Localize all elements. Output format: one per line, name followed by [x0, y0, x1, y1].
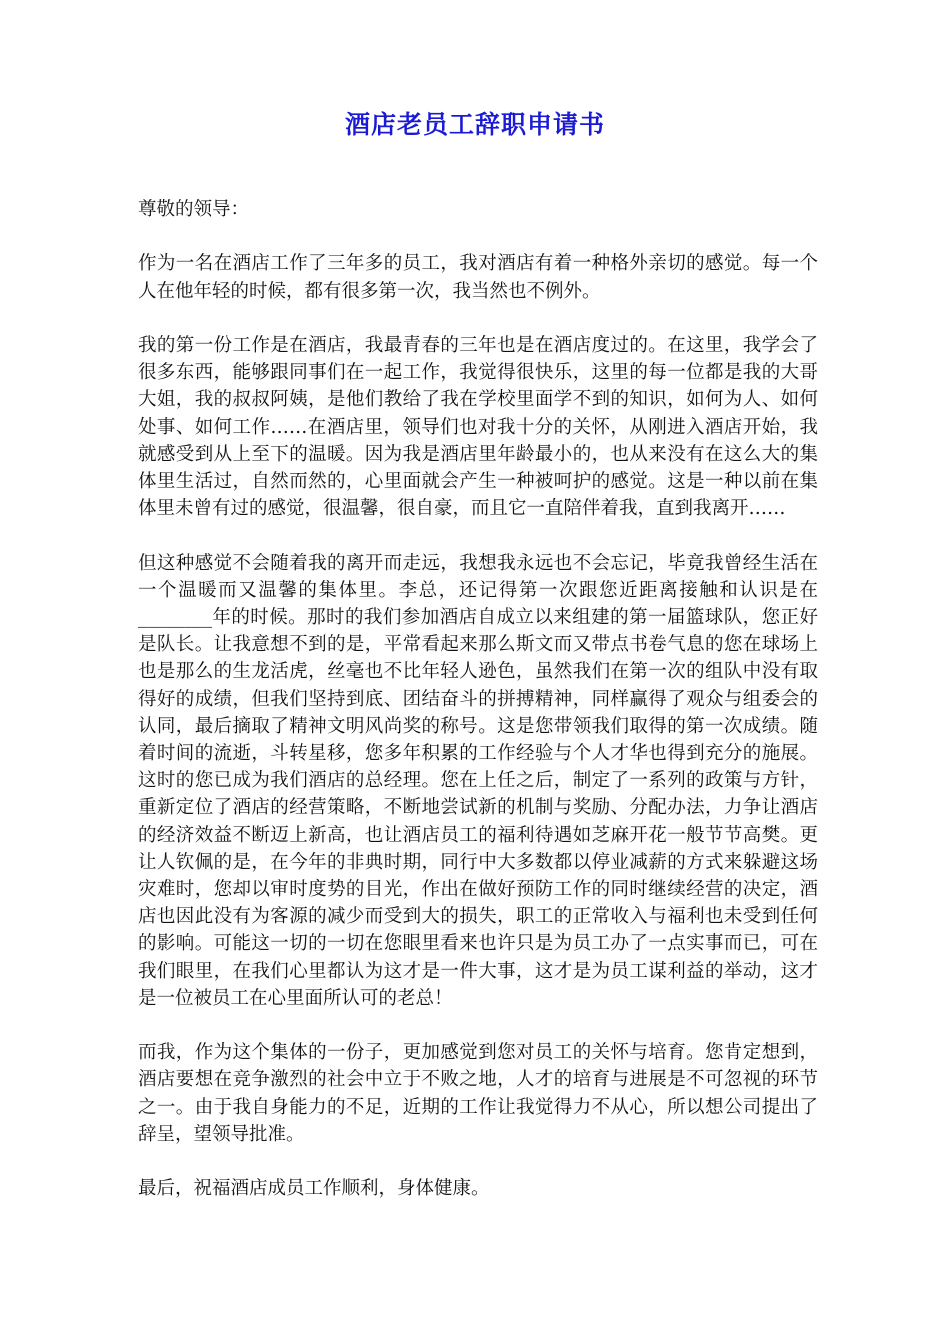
paragraph-resignation-reason: 而我，作为这个集体的一份子，更加感觉到您对员工的关怀与培育。您肯定想到，酒店要想在竞争激烈的社会中立于不败之地，人才的培育与进展是不可忽视的环节之一。由于我自身能力的不足，近期的工作让我觉得力不从心，所以想公司提出了辞呈，望领导批准。 — [138, 1042, 818, 1145]
document-body — [138, 196, 818, 1230]
paragraph-closing: 最后，祝福酒店成员工作顺利，身体健康。 — [138, 1178, 490, 1200]
paragraph-manager-praise: 但这种感觉不会随着我的离开而走远，我想我永远也不会忘记，毕竟我曾经生活在一个温暖而又温馨的集体里。李总，还记得第一次跟您近距离接触和认识是在________年的时候。那时的我们参加酒店自成立以来组建的第一届篮球队，您正好是队长。让我意想不到的是，平常看起来那么斯文而又带点书卷气息的您在球场上也是那么的生龙活虎，丝毫也不比年轻人逊色，虽然我们在第一次的组队中没有取得好的成绩，但我们坚持到底、团结奋斗的拼搏精神，同样赢得了观众与组委会的认同，最后摘取了精神文明风尚奖的称号。这是您带领我们取得的第一次成绩。随着时间的流逝，斗转星移，您多年积累的工作经验与个人才华也得到充分的施展。这时的您已成为我们酒店的总经理。您在上任之后，制定了一系列的政策与方针，重新定位了酒店的经营策略，不断地尝试新的机制与奖励、分配办法，力争让酒店的经济效益不断迈上新高，也让酒店员工的福利待遇如芝麻开花一般节节高樊。更让人钦佩的是，在今年的非典时期，同行中大多数都以停业减薪的方式来躲避这场灾难时，您却以审时度势的目光，作出在做好预防工作的同时继续经营的决定，酒店也因此没有为客源的减少而受到大的损失，职工的正常收入与福利也未受到任何的影响。可能这一切的一切在您眼里看来也许只是为员工办了一点实事而已，可在我们眼里，在我们心里都认为这才是一件大事，这才是为员工谋利益的举动，这才是一位被员工在心里面所认可的老总！ — [138, 552, 818, 1009]
paragraph-first-job: 我的第一份工作是在酒店，我最青春的三年也是在酒店度过的。在这里，我学会了很多东西，能够跟同事们在一起工作，我觉得很快乐，这里的每一位都是我的大哥大姐，我的叔叔阿姨，是他们教给了我在学校里面学不到的知识，如何为人、如何处事、如何工作……在酒店里，领导们也对我十分的关怀，从刚进入酒店开始，我就感受到从上至下的温暖。因为我是酒店里年龄最小的，也从来没有在这么大的集体里生活过，自然而然的，心里面就会产生一种被呵护的感觉。这是一种以前在集体里未曾有过的感觉，很温馨，很自豪，而且它一直陪伴着我，直到我离开…… — [138, 334, 818, 520]
document-title: 酒店老员工辞职申请书 — [344, 110, 605, 139]
salutation: 尊敬的领导： — [138, 199, 250, 220]
paragraph-intro: 作为一名在酒店工作了三年多的员工，我对酒店有着一种格外亲切的感觉。每一个人在他年轻的时候，都有很多第一次，我当然也不例外。 — [138, 253, 818, 302]
